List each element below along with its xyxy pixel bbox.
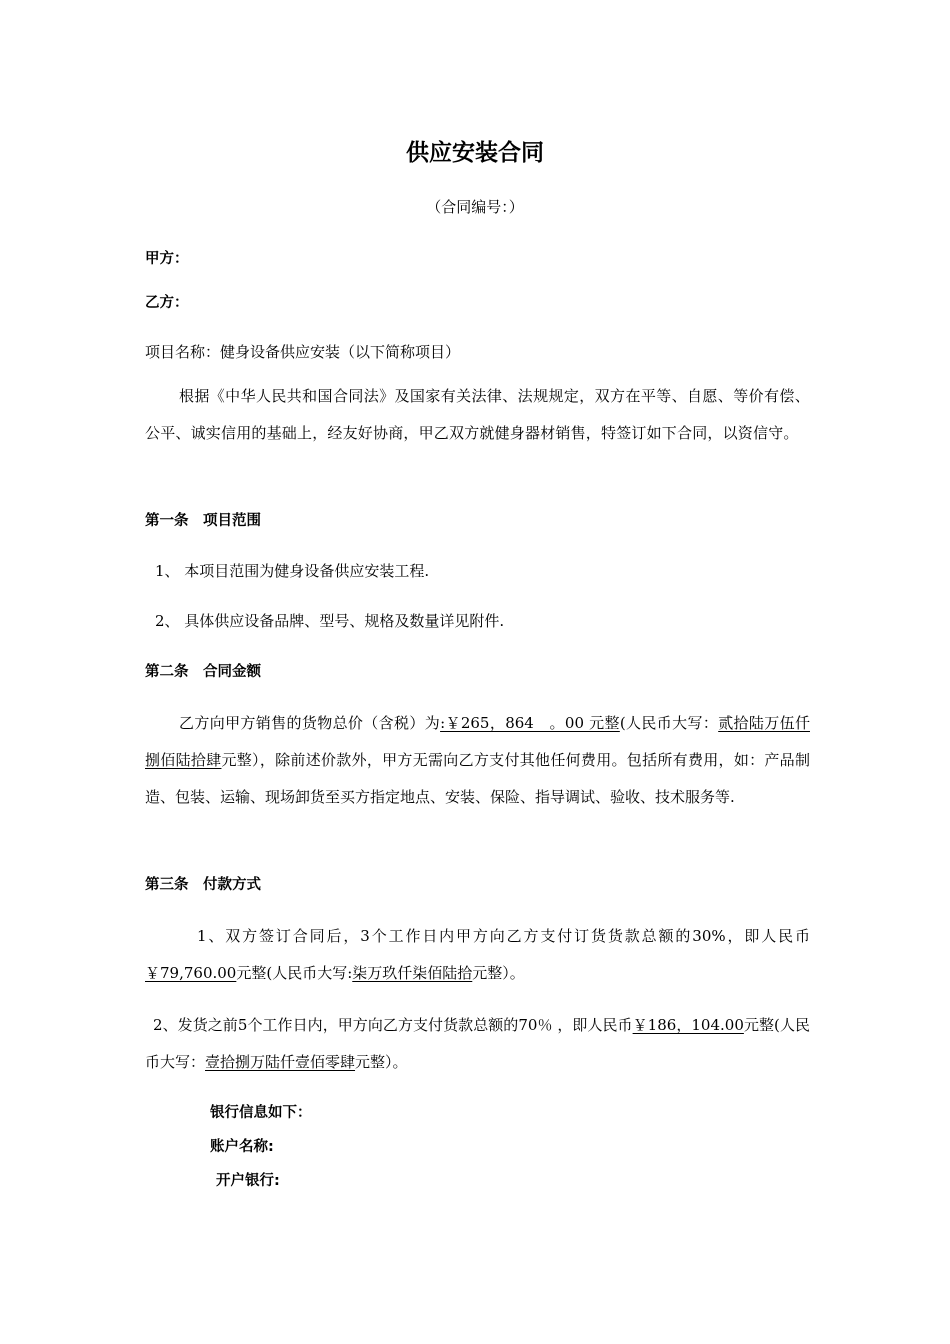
- bank-name-label: 开户银行:: [216, 1173, 280, 1189]
- article-2-text-mid: (人民币大写：: [619, 714, 719, 732]
- payment-item-2: [145, 1007, 810, 1081]
- contract-number: （合同编号：）: [426, 198, 524, 216]
- article-2-text-post: 元整），除前述价款外，甲方无需向乙方支付其他任何费用。包括所有费用，如：产品制造、包装、运输、现场卸货至买方指定地点、安装、保险、指导调试、验收、技术服务等.: [145, 751, 810, 806]
- article-1-heading: 第一条 项目范围: [145, 513, 261, 529]
- project-name: 项目名称：健身设备供应安装（以下简称项目）: [145, 343, 461, 361]
- payment-2-text-pre: 2、发货之前5个工作日内，甲方向乙方支付货款总额的70％ ，即人民币: [153, 1016, 633, 1034]
- total-amount: :￥265，864 。00 元整: [440, 714, 620, 732]
- party-a-label: 甲方：: [145, 251, 189, 267]
- payment-1-text-post: 元整）。: [472, 964, 525, 982]
- intro-paragraph: 根据《中华人民共和国合同法》及国家有关法律、法规规定，双方在平等、自愿、等价有偿、公平、诚实信用的基础上，经友好协商，甲乙双方就健身器材销售，特签订如下合同，以资信守。: [145, 387, 810, 442]
- total-amount-chinese: 贰拾陆万伍仟捌佰陆拾肆: [145, 714, 810, 769]
- payment-2-text-post: 元整）。: [355, 1053, 408, 1071]
- payment-2-text-mid: 元整(人民币大写：: [145, 1016, 810, 1071]
- bank-info-heading: 银行信息如下：: [210, 1105, 312, 1121]
- payment-2-amount-chinese: 壹拾捌万陆仟壹佰零肆: [205, 1053, 356, 1071]
- payment-1-text-mid: 元整(人民币大写:: [236, 964, 353, 982]
- article-1-item-1: 1、 本项目范围为健身设备供应安装工程.: [155, 562, 430, 580]
- payment-item-1: [145, 918, 810, 992]
- payment-1-amount: ￥79,760.00: [145, 964, 237, 982]
- article-1-item-2: 2、 具体供应设备品牌、型号、规格及数量详见附件.: [155, 612, 505, 630]
- article-2-heading: 第二条 合同金额: [145, 664, 261, 680]
- payment-1-text-pre: 1、双方签订合同后，3个工作日内甲方向乙方支付订货货款总额的30%，即人民币: [197, 927, 810, 945]
- article-3-heading: 第三条 付款方式: [145, 877, 261, 893]
- account-name-label: 账户名称:: [210, 1139, 274, 1155]
- payment-2-amount: ￥186，104.00: [632, 1016, 744, 1034]
- party-b-label: 乙方：: [145, 295, 189, 311]
- document-title: 供应安装合同: [406, 140, 544, 166]
- article-2-paragraph: [145, 705, 810, 816]
- payment-1-amount-chinese: 柒万玖仟柒佰陆拾: [352, 964, 473, 982]
- article-2-text-pre: 乙方向甲方销售的货物总价（含税）为: [179, 714, 441, 732]
